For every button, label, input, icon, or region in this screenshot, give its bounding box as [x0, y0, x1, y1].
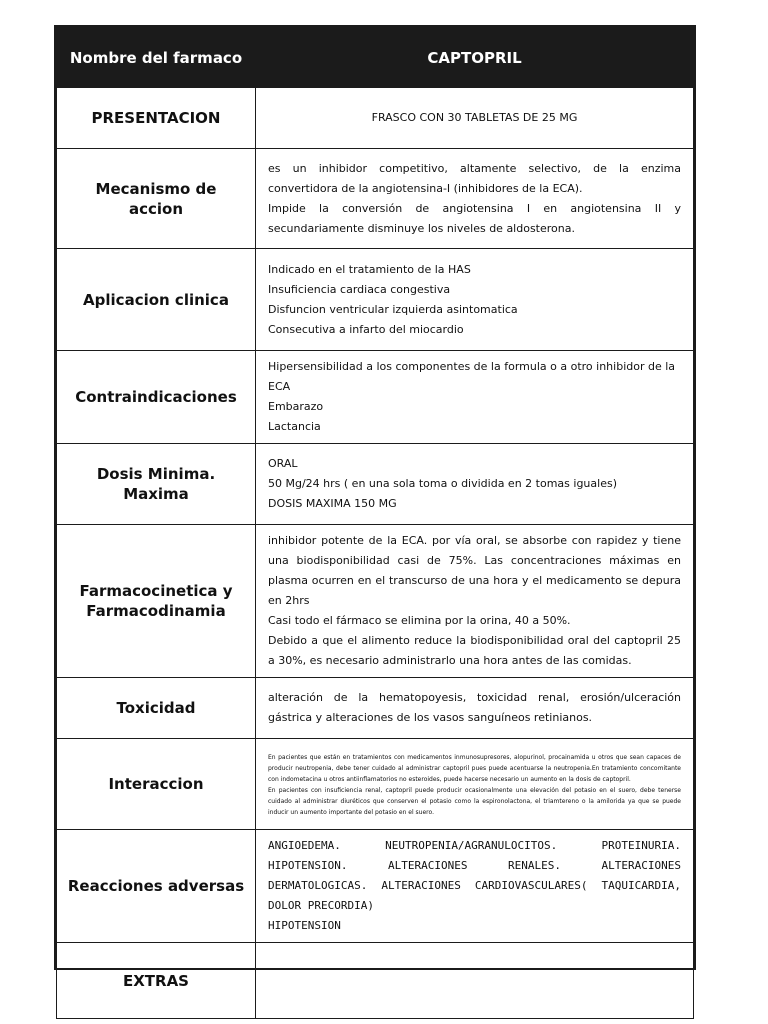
- content-line: 50 Mg/24 hrs ( en una sola toma o dividida en 2 tomas iguales): [268, 477, 617, 490]
- row-label: EXTRAS: [57, 943, 256, 1019]
- content-line: es un inhibidor competitivo, altamente selectivo, de la enzima convertidora de la angiotensina-I (inhibidores de la ECA).: [268, 161, 681, 195]
- row-label: Contraindicaciones: [57, 351, 256, 444]
- row-contraindicaciones: [57, 351, 694, 444]
- content-line: Lactancia: [268, 420, 321, 433]
- row-toxicidad: [57, 678, 694, 739]
- row-content: [256, 88, 694, 149]
- row-extras: [57, 943, 694, 1019]
- content-line: inhibidor potente de la ECA. por vía oral, se absorbe con rapidez y tiene una biodisponibilidad casi de 75%. Las concentraciones máximas en plasma ocurren en el transcurso de una hora y el medicamento se depura en 2hrs: [268, 534, 681, 607]
- row-label: Aplicacion clinica: [57, 249, 256, 351]
- row-label: Mecanismo de accion: [57, 149, 256, 249]
- content-line: Indicado en el tratamiento de la HAS: [268, 262, 471, 276]
- content-line: Consecutiva a infarto del miocardio: [268, 322, 464, 336]
- row-dosis: [57, 444, 694, 525]
- header-label: Nombre del farmaco: [57, 28, 256, 88]
- row-label: Reacciones adversas: [57, 830, 256, 943]
- content-line: Impide la conversión de angiotensina I en angiotensina II y secundariamente disminuye los niveles de aldosterona.: [268, 201, 681, 235]
- row-aplicacion: [57, 249, 694, 351]
- row-label: Interaccion: [57, 739, 256, 830]
- row-label: Dosis Minima. Maxima: [57, 444, 256, 525]
- content-line: Disfuncion ventricular izquierda asintomatica: [268, 302, 518, 316]
- row-label: PRESENTACION: [57, 88, 256, 149]
- content-line: DOSIS MAXIMA 150 MG: [268, 497, 397, 510]
- row-content: [256, 149, 694, 249]
- content-line: ANGIOEDEMA. NEUTROPENIA/AGRANULOCITOS. PROTEINURIA. HIPOTENSION. ALTERACIONES RENALES. ALTERACIONES DERMATOLOGICAS. ALTERACIONES CARDIOVASCULARES( TAQUICARDIA, DOLOR PRECORDIA): [268, 839, 681, 912]
- row-content: [256, 739, 694, 830]
- header-row: [57, 28, 694, 88]
- content-line: Casi todo el fármaco se elimina por la orina, 40 a 50%.: [268, 614, 571, 627]
- content-line: Debido a que el alimento reduce la biodisponibilidad oral del captopril 25 a 30%, es necesario administrarlo una hora antes de las comidas.: [268, 634, 681, 667]
- content-line: Embarazo: [268, 400, 324, 413]
- row-interaccion: [57, 739, 694, 830]
- row-presentacion: [57, 88, 694, 149]
- row-label: Toxicidad: [57, 678, 256, 739]
- drug-name: CAPTOPRIL: [256, 28, 694, 88]
- content-line: ORAL: [268, 457, 298, 470]
- row-label: Farmacocinetica y Farmacodinamia: [57, 525, 256, 678]
- row-content: [256, 943, 694, 1019]
- row-farmacocinetica: [57, 525, 694, 678]
- content-line: FRASCO CON 30 TABLETAS DE 25 MG: [371, 111, 578, 124]
- row-content: [256, 525, 694, 678]
- row-content: [256, 830, 694, 943]
- row-mecanismo: [57, 149, 694, 249]
- row-content: [256, 678, 694, 739]
- content-line: alteración de la hematopoyesis, toxicidad renal, erosión/ulceración gástrica y alteraciones de los vasos sanguíneos retinianos.: [268, 691, 681, 724]
- content-line: En pacientes con insuficiencia renal, captopril puede producir ocasionalmente una elevación del potasio en el suero, debe tenerse cuidado al administrar diuréticos que conserven el potasio como la espironolactona, el triamtereno o la amilorida ya que se puede inducir un aumento importante del potasio en el suero.: [268, 787, 681, 816]
- content-line: Hipersensibilidad a los componentes de la formula o a otro inhibidor de la ECA: [268, 360, 676, 393]
- row-reacciones: [57, 830, 694, 943]
- drug-table: [56, 27, 694, 1019]
- content-line: Insuficiencia cardiaca congestiva: [268, 282, 451, 296]
- row-content: [256, 351, 694, 444]
- row-content: [256, 249, 694, 351]
- content-line: En pacientes que están en tratamientos con medicamentos inmunosupresores, alopurinol, procainamida u otros que sean capaces de producir neutropenia, debe tener cuidado al administrar captopril pues puede acentuarse la neutropenia.En tratamiento concomitante con indometacina u otros antiinflamatorios no esteroides, puede hacerse necesario un aumento en la dosis de captopril.: [268, 754, 681, 783]
- drug-info-sheet: [54, 25, 696, 990]
- row-content: [256, 444, 694, 525]
- content-line: HIPOTENSION: [268, 919, 341, 932]
